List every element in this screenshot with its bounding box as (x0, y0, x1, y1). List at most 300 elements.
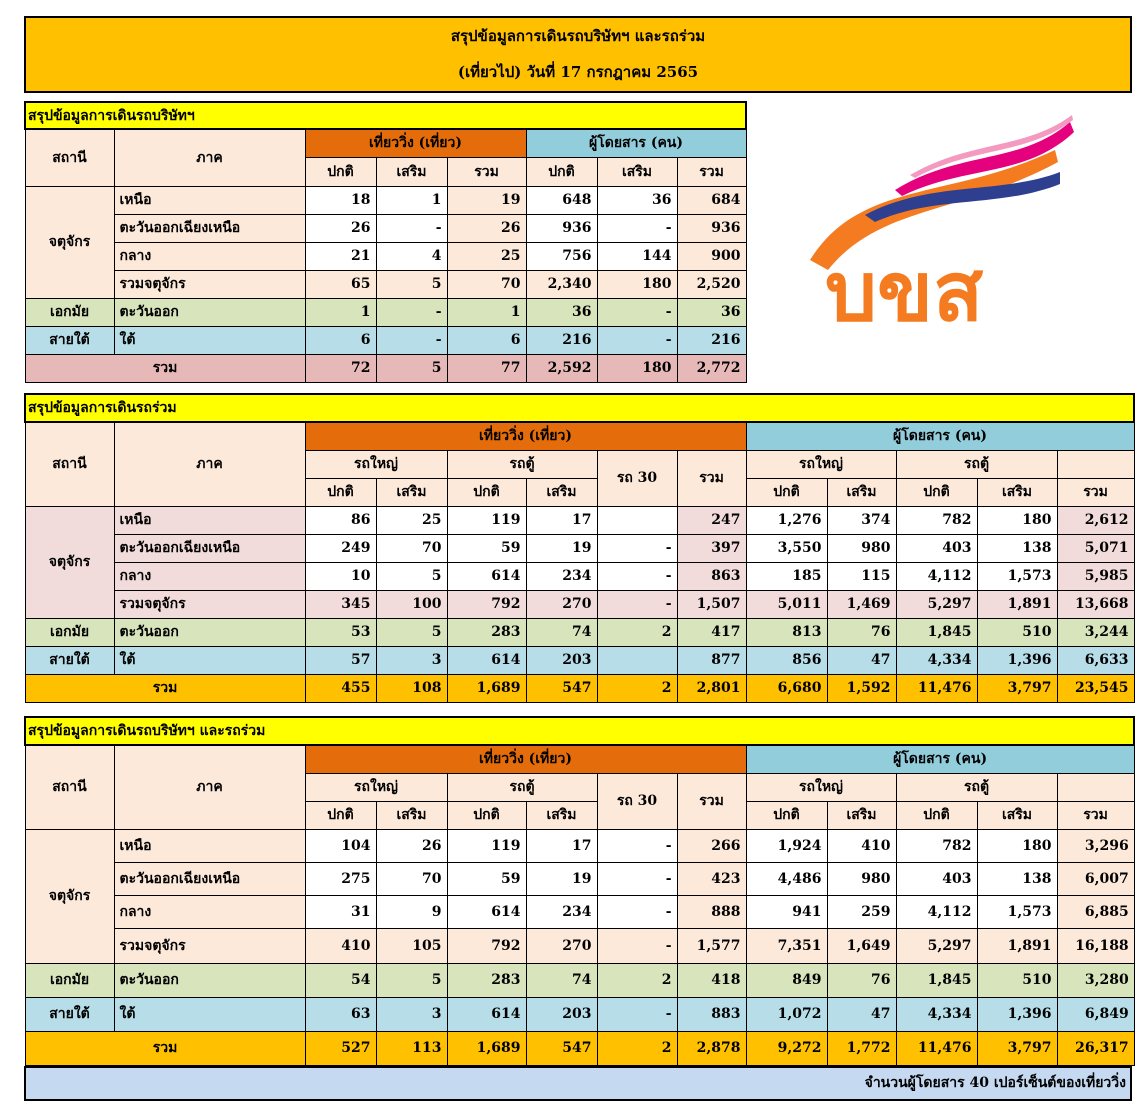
total-value: 455 (305, 674, 376, 702)
value-cell: 26 (305, 214, 376, 242)
value-cell: 19 (447, 186, 526, 214)
value-cell: 410 (827, 829, 896, 862)
value-cell: 1 (447, 298, 526, 326)
total-label: รวม (25, 1031, 305, 1065)
region-label: เหนือ (114, 506, 305, 534)
value-cell: 7,351 (746, 928, 827, 963)
value-cell: 3,550 (746, 534, 827, 562)
total-value: 2,801 (677, 674, 746, 702)
region-label: ตะวันออก (114, 298, 305, 326)
value-cell: 4,112 (896, 895, 977, 928)
total-value: 547 (526, 1031, 597, 1065)
value-cell: 2,340 (526, 270, 597, 298)
value-cell: 16,188 (1057, 928, 1134, 963)
value-cell: 1,573 (977, 562, 1057, 590)
value-cell: 5 (376, 270, 447, 298)
table-row (25, 242, 746, 270)
value-cell: 74 (526, 963, 597, 997)
value-cell: 418 (677, 963, 746, 997)
value-cell: 283 (447, 618, 526, 646)
value-cell: 3,296 (1057, 829, 1134, 862)
total-header: รวม (677, 450, 746, 506)
value-cell: - (597, 997, 677, 1031)
table-row (25, 326, 746, 354)
table3-caption: สรุปข้อมูลการเดินรถบริษัทฯ และรถร่วม (25, 717, 1134, 745)
region-label: ใต้ (114, 997, 305, 1031)
total-value: 3,797 (977, 674, 1057, 702)
total-value: 5 (376, 354, 447, 382)
value-cell: 249 (305, 534, 376, 562)
total-row (25, 674, 1134, 702)
region-label: รวมจตุจักร (114, 928, 305, 963)
value-cell: 1,507 (677, 590, 746, 618)
total-value: 1,689 (447, 674, 526, 702)
value-cell: 119 (447, 506, 526, 534)
combined-summary-table (24, 716, 1135, 1066)
value-cell: 25 (447, 242, 526, 270)
total-header: รวม (677, 773, 746, 829)
table1-caption: สรุปข้อมูลการเดินรถบริษัทฯ (25, 102, 746, 129)
region-header: ภาค (114, 129, 305, 186)
value-cell: 3 (376, 646, 447, 674)
value-cell: 1,072 (746, 997, 827, 1031)
value-cell: 3 (376, 997, 447, 1031)
bus30-header: รถ 30 (597, 773, 677, 829)
table-row (25, 590, 1134, 618)
value-cell: 6,885 (1057, 895, 1134, 928)
trips-header: เที่ยววิ่ง (เที่ยว) (305, 745, 746, 773)
value-cell: 2 (597, 618, 677, 646)
total-value: 72 (305, 354, 376, 382)
total-value: 77 (447, 354, 526, 382)
value-cell: 2,612 (1057, 506, 1134, 534)
extra-header: เสริม (597, 157, 677, 186)
value-cell: - (376, 298, 447, 326)
value-cell: 26 (447, 214, 526, 242)
value-cell: 883 (677, 997, 746, 1031)
big-bus-header: รถใหญ่ (305, 773, 447, 801)
value-cell: - (597, 590, 677, 618)
total-value: 9,272 (746, 1031, 827, 1065)
total-value: 547 (526, 674, 597, 702)
table-row (25, 534, 1134, 562)
bks-logo-text: บขส (825, 245, 984, 340)
value-cell: 54 (305, 963, 376, 997)
total-label: รวม (25, 354, 305, 382)
title-line-2: (เที่ยวไป) วันที่ 17 กรกฎาคม 2565 (457, 63, 699, 81)
passengers-header: ผู้โดยสาร (คน) (746, 422, 1134, 450)
table-row (25, 646, 1134, 674)
value-cell: 1,891 (977, 928, 1057, 963)
value-cell: 863 (677, 562, 746, 590)
value-cell: 283 (447, 963, 526, 997)
value-cell: - (376, 326, 447, 354)
value-cell: 74 (526, 618, 597, 646)
table-row (25, 214, 746, 242)
value-cell: 1,924 (746, 829, 827, 862)
station-header: สถานี (25, 422, 114, 506)
value-cell: 510 (977, 963, 1057, 997)
value-cell: 1,276 (746, 506, 827, 534)
value-cell: 614 (447, 646, 526, 674)
big-bus-header: รถใหญ่ (305, 450, 447, 478)
region-label: ตะวันออก (114, 618, 305, 646)
value-cell: 234 (526, 562, 597, 590)
value-cell: 684 (677, 186, 746, 214)
region-label: ใต้ (114, 646, 305, 674)
value-cell: 203 (526, 646, 597, 674)
table2-caption: สรุปข้อมูลการเดินรถร่วม (25, 394, 1134, 422)
value-cell: 856 (746, 646, 827, 674)
region-label: เหนือ (114, 829, 305, 862)
normal-header: ปกติ (746, 478, 827, 506)
value-cell: 5,297 (896, 590, 977, 618)
total-value: 1,689 (447, 1031, 526, 1065)
report-title (24, 16, 1132, 93)
table-row (25, 618, 1134, 646)
value-cell: 21 (305, 242, 376, 270)
value-cell: 4,486 (746, 862, 827, 895)
region-label: เหนือ (114, 186, 305, 214)
station-saitai: สายใต้ (25, 326, 114, 354)
footer-note: จำนวนผู้โดยสาร 40 เปอร์เซ็นต์ของเที่ยววิ่ง (24, 1066, 1132, 1101)
value-cell: 1 (376, 186, 447, 214)
value-cell: 104 (305, 829, 376, 862)
station-ekamai: เอกมัย (25, 618, 114, 646)
value-cell: 31 (305, 895, 376, 928)
value-cell: 423 (677, 862, 746, 895)
value-cell: 4 (376, 242, 447, 270)
value-cell: 65 (305, 270, 376, 298)
value-cell: 13,668 (1057, 590, 1134, 618)
value-cell: 180 (977, 506, 1057, 534)
value-cell: - (376, 214, 447, 242)
total-value: 1,592 (827, 674, 896, 702)
extra-header: เสริม (977, 801, 1057, 829)
value-cell: 1,469 (827, 590, 896, 618)
extra-header: เสริม (526, 801, 597, 829)
value-cell: 1,573 (977, 895, 1057, 928)
value-cell: 510 (977, 618, 1057, 646)
table-row (25, 298, 746, 326)
table-row (25, 963, 1134, 997)
value-cell: 19 (526, 534, 597, 562)
value-cell: 70 (447, 270, 526, 298)
value-cell: 648 (526, 186, 597, 214)
table-row (25, 562, 1134, 590)
value-cell: - (597, 326, 677, 354)
station-jatujak: จตุจักร (25, 829, 114, 963)
value-cell: - (597, 829, 677, 862)
van-header: รถตู้ (447, 450, 597, 478)
value-cell: 1,649 (827, 928, 896, 963)
total-value: 3,797 (977, 1031, 1057, 1065)
value-cell: 1,845 (896, 618, 977, 646)
value-cell: 26 (376, 829, 447, 862)
value-cell: 756 (526, 242, 597, 270)
value-cell: 6,007 (1057, 862, 1134, 895)
normal-header: ปกติ (896, 801, 977, 829)
total-label: รวม (25, 674, 305, 702)
extra-header: เสริม (376, 157, 447, 186)
value-cell: 980 (827, 862, 896, 895)
value-cell: 100 (376, 590, 447, 618)
region-label: รวมจตุจักร (114, 590, 305, 618)
region-label: ใต้ (114, 326, 305, 354)
value-cell: 216 (526, 326, 597, 354)
value-cell: 138 (977, 534, 1057, 562)
value-cell: - (597, 562, 677, 590)
value-cell: - (597, 928, 677, 963)
station-header: สถานี (25, 745, 114, 829)
value-cell: 180 (977, 829, 1057, 862)
table-row (25, 928, 1134, 963)
normal-header: ปกติ (447, 478, 526, 506)
total-value: 2,592 (526, 354, 597, 382)
value-cell: 1,396 (977, 646, 1057, 674)
value-cell: 1,577 (677, 928, 746, 963)
station-ekamai: เอกมัย (25, 298, 114, 326)
total-header: รวม (1057, 801, 1134, 829)
value-cell: 86 (305, 506, 376, 534)
value-cell: 36 (526, 298, 597, 326)
bks-logo (770, 110, 1090, 340)
normal-header: ปกติ (305, 801, 376, 829)
trips-header: เที่ยววิ่ง (เที่ยว) (305, 129, 526, 157)
passengers-header: ผู้โดยสาร (คน) (526, 129, 746, 157)
table-row (25, 270, 746, 298)
total-row (25, 1031, 1134, 1065)
blank-header (1057, 773, 1134, 801)
total-value: 2 (597, 1031, 677, 1065)
value-cell: - (597, 895, 677, 928)
value-cell: 4,334 (896, 646, 977, 674)
total-row (25, 354, 746, 382)
value-cell: 203 (526, 997, 597, 1031)
value-cell: - (597, 862, 677, 895)
value-cell: 9 (376, 895, 447, 928)
value-cell: 2,520 (677, 270, 746, 298)
value-cell: 345 (305, 590, 376, 618)
region-label: กลาง (114, 242, 305, 270)
value-cell: 119 (447, 829, 526, 862)
region-label: กลาง (114, 895, 305, 928)
extra-header: เสริม (827, 478, 896, 506)
value-cell: 403 (896, 534, 977, 562)
total-value: 527 (305, 1031, 376, 1065)
total-header: รวม (447, 157, 526, 186)
value-cell: 1,845 (896, 963, 977, 997)
value-cell (597, 506, 677, 534)
value-cell: 782 (896, 829, 977, 862)
value-cell: 259 (827, 895, 896, 928)
trips-header: เที่ยววิ่ง (เที่ยว) (305, 422, 746, 450)
value-cell: 888 (677, 895, 746, 928)
value-cell: 25 (376, 506, 447, 534)
value-cell: 70 (376, 534, 447, 562)
title-line-1: สรุปข้อมูลการเดินรถบริษัทฯ และรถร่วม (450, 27, 706, 45)
value-cell: 5 (376, 562, 447, 590)
bks-logo-icon (770, 110, 1090, 340)
big-bus-header: รถใหญ่ (746, 450, 896, 478)
region-label: ตะวันออกเฉียงเหนือ (114, 214, 305, 242)
van-header: รถตู้ (447, 773, 597, 801)
region-label: กลาง (114, 562, 305, 590)
value-cell: - (597, 534, 677, 562)
value-cell: 614 (447, 997, 526, 1031)
normal-header: ปกติ (447, 801, 526, 829)
total-header: รวม (677, 157, 746, 186)
value-cell: 76 (827, 618, 896, 646)
value-cell: 813 (746, 618, 827, 646)
station-jatujak: จตุจักร (25, 506, 114, 618)
value-cell: 4,112 (896, 562, 977, 590)
table-row (25, 829, 1134, 862)
value-cell: 6 (447, 326, 526, 354)
value-cell: 1,891 (977, 590, 1057, 618)
value-cell: 6,849 (1057, 997, 1134, 1031)
joint-summary-table (24, 393, 1135, 703)
total-value: 180 (597, 354, 677, 382)
normal-header: ปกติ (746, 801, 827, 829)
value-cell: 877 (677, 646, 746, 674)
value-cell: 47 (827, 646, 896, 674)
value-cell: 5,071 (1057, 534, 1134, 562)
normal-header: ปกติ (526, 157, 597, 186)
blank-header (1057, 450, 1134, 478)
value-cell: 936 (526, 214, 597, 242)
value-cell: 614 (447, 562, 526, 590)
station-saitai: สายใต้ (25, 997, 114, 1031)
normal-header: ปกติ (896, 478, 977, 506)
value-cell: 19 (526, 862, 597, 895)
value-cell: 5 (376, 618, 447, 646)
value-cell: 63 (305, 997, 376, 1031)
value-cell: 6,633 (1057, 646, 1134, 674)
value-cell: 941 (746, 895, 827, 928)
value-cell: 59 (447, 534, 526, 562)
total-value: 11,476 (896, 674, 977, 702)
value-cell: 47 (827, 997, 896, 1031)
value-cell: 792 (447, 590, 526, 618)
value-cell: 4,334 (896, 997, 977, 1031)
van-header: รถตู้ (896, 773, 1057, 801)
value-cell: 10 (305, 562, 376, 590)
value-cell: 216 (677, 326, 746, 354)
bus30-header: รถ 30 (597, 450, 677, 506)
total-value: 23,545 (1057, 674, 1134, 702)
value-cell: 410 (305, 928, 376, 963)
station-header: สถานี (25, 129, 114, 186)
value-cell: 3,244 (1057, 618, 1134, 646)
total-value: 2,878 (677, 1031, 746, 1065)
table-row (25, 895, 1134, 928)
value-cell: 6 (305, 326, 376, 354)
region-label: ตะวันออก (114, 963, 305, 997)
value-cell: 1,396 (977, 997, 1057, 1031)
value-cell: 417 (677, 618, 746, 646)
value-cell: 849 (746, 963, 827, 997)
value-cell: 115 (827, 562, 896, 590)
total-value: 2 (597, 674, 677, 702)
extra-header: เสริม (526, 478, 597, 506)
normal-header: ปกติ (305, 478, 376, 506)
value-cell: 782 (896, 506, 977, 534)
table-row (25, 186, 746, 214)
van-header: รถตู้ (896, 450, 1057, 478)
value-cell: 57 (305, 646, 376, 674)
value-cell: 1 (305, 298, 376, 326)
value-cell: 374 (827, 506, 896, 534)
value-cell: 36 (677, 298, 746, 326)
value-cell: 144 (597, 242, 677, 270)
total-value: 113 (376, 1031, 447, 1065)
company-summary-table (24, 101, 747, 383)
value-cell: 138 (977, 862, 1057, 895)
value-cell: - (597, 298, 677, 326)
value-cell: 2 (597, 963, 677, 997)
value-cell: 17 (526, 829, 597, 862)
region-header: ภาค (114, 745, 305, 829)
value-cell: 614 (447, 895, 526, 928)
value-cell: 247 (677, 506, 746, 534)
value-cell: - (597, 214, 677, 242)
value-cell: 5,297 (896, 928, 977, 963)
value-cell: 234 (526, 895, 597, 928)
region-label: รวมจตุจักร (114, 270, 305, 298)
value-cell: 980 (827, 534, 896, 562)
value-cell: 185 (746, 562, 827, 590)
value-cell: 5,985 (1057, 562, 1134, 590)
normal-header: ปกติ (305, 157, 376, 186)
extra-header: เสริม (376, 478, 447, 506)
station-jatujak: จตุจักร (25, 186, 114, 298)
region-label: ตะวันออกเฉียงเหนือ (114, 862, 305, 895)
value-cell: 76 (827, 963, 896, 997)
total-header: รวม (1057, 478, 1134, 506)
extra-header: เสริม (376, 801, 447, 829)
total-value: 11,476 (896, 1031, 977, 1065)
value-cell: 275 (305, 862, 376, 895)
value-cell: 5,011 (746, 590, 827, 618)
value-cell: 270 (526, 928, 597, 963)
value-cell: 17 (526, 506, 597, 534)
value-cell: 900 (677, 242, 746, 270)
total-value: 6,680 (746, 674, 827, 702)
value-cell: 270 (526, 590, 597, 618)
station-saitai: สายใต้ (25, 646, 114, 674)
value-cell: 53 (305, 618, 376, 646)
value-cell: 397 (677, 534, 746, 562)
value-cell: 792 (447, 928, 526, 963)
value-cell: 5 (376, 963, 447, 997)
total-value: 108 (376, 674, 447, 702)
value-cell: 70 (376, 862, 447, 895)
extra-header: เสริม (827, 801, 896, 829)
value-cell: 3,280 (1057, 963, 1134, 997)
value-cell (597, 646, 677, 674)
value-cell: 59 (447, 862, 526, 895)
value-cell: 936 (677, 214, 746, 242)
value-cell: 18 (305, 186, 376, 214)
station-ekamai: เอกมัย (25, 963, 114, 997)
table-row (25, 506, 1134, 534)
total-value: 1,772 (827, 1031, 896, 1065)
value-cell: 105 (376, 928, 447, 963)
region-header: ภาค (114, 422, 305, 506)
region-label: ตะวันออกเฉียงเหนือ (114, 534, 305, 562)
total-value: 2,772 (677, 354, 746, 382)
